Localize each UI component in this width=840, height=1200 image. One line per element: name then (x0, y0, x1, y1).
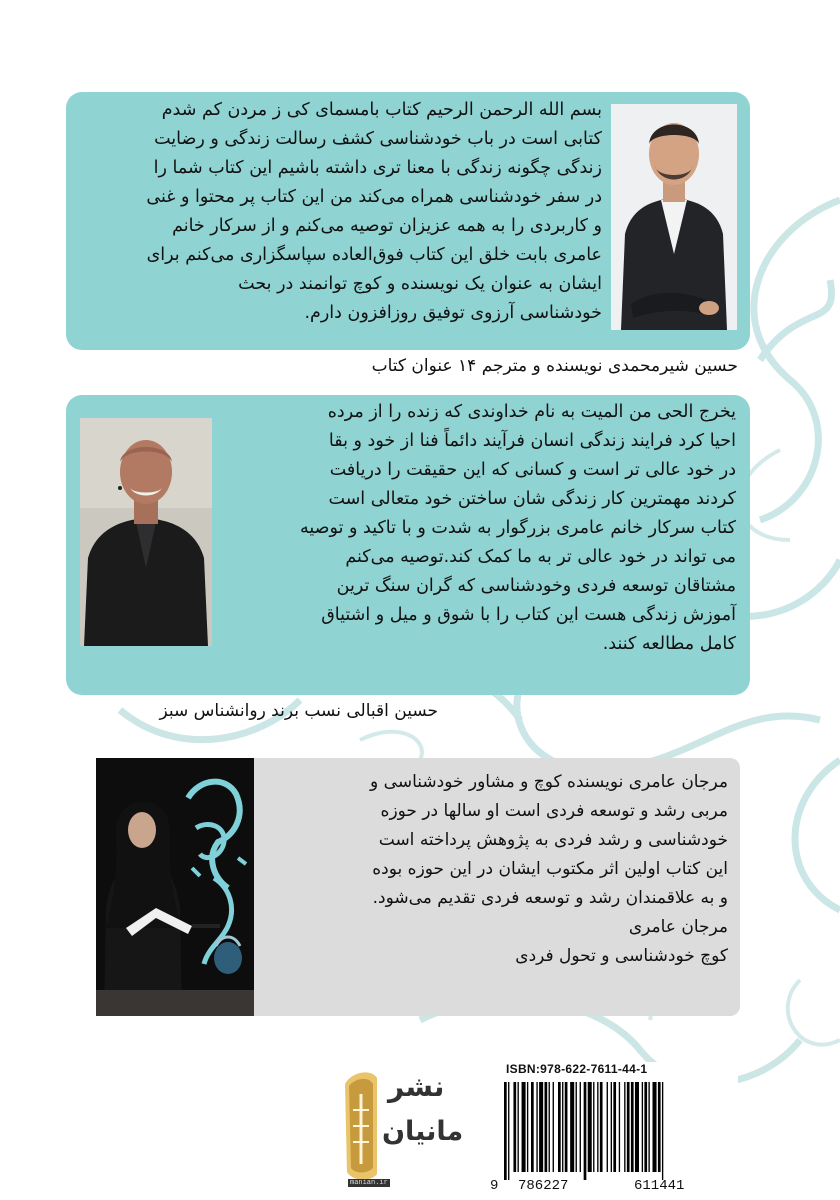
barcode-bar (653, 1082, 657, 1172)
barcode-digits-left: 786227 (518, 1178, 569, 1194)
barcode-bar (600, 1082, 603, 1172)
text-line: مشتاقان توسعه فردی وخودشناسی که گران سنگ ترین (336, 576, 736, 596)
barcode-bar (522, 1082, 526, 1172)
author-bio-text (266, 768, 728, 971)
barcode-bar (565, 1082, 568, 1172)
text-line: این کتاب اولین اثر مکتوب ایشان در این حوزه بوده (372, 859, 728, 879)
barcode-bar (593, 1082, 594, 1172)
text-line: مربی رشد و توسعه فردی است او سالها در حوزه (380, 801, 728, 821)
barcode-bar (570, 1082, 574, 1172)
barcode-bar (613, 1082, 616, 1172)
barcode-bar (648, 1082, 649, 1172)
text-line: بسم الله الرحمن الرحیم کتاب بامسمای کی ز مردن کم شدم (161, 100, 602, 120)
barcode-bar (627, 1082, 630, 1172)
publisher-name-line-2: مانیان (382, 1116, 464, 1147)
barcode-bar (658, 1082, 661, 1172)
photo-hossein-shirmohammadi (611, 104, 737, 330)
barcode-bar (531, 1082, 534, 1172)
barcode-bar (624, 1082, 625, 1172)
barcode-bar (518, 1082, 519, 1172)
barcode-bar (584, 1082, 587, 1180)
barcode-bar (504, 1082, 507, 1180)
barcode-digit-first: 9 (490, 1178, 499, 1194)
publisher-name-line-1: نشر (388, 1070, 445, 1103)
barcode-bar (631, 1082, 634, 1172)
barcode-bar (580, 1082, 581, 1172)
barcode-bar (539, 1082, 543, 1172)
text-line: آموزش زندگی هست این کتاب را با شوق و میل و اشتیاق (321, 605, 736, 625)
barcode-bar (644, 1082, 647, 1172)
text-line: احیا کرد فرایند زندگی انسان فرآیند دائماً فنا از خود و بقا (328, 431, 736, 451)
barcode-bar (597, 1082, 598, 1172)
barcode-bar (642, 1082, 643, 1172)
text-line: کردند مهمترین کار زندگی شان ساختن خود متعالی است (328, 489, 736, 509)
barcode-bar (562, 1082, 563, 1172)
photo-hossein-eghbali-nasab (80, 418, 212, 646)
text-line: خودشناسی آرزوی توفیق روزافزون دارم. (304, 303, 602, 323)
text-line: در سفر خودشناسی همراه می‌کند من این کتاب پر محتوا و غنی (146, 187, 602, 207)
barcode-bars (500, 1082, 734, 1180)
barcode-bar (536, 1082, 537, 1172)
text-line: زندگی چگونه زندگی با معنا تری داشته باشیم این کتاب شما را (153, 158, 602, 178)
barcode-bar (545, 1082, 548, 1172)
text-line: کامل مطالعه کنند. (602, 634, 736, 654)
testimonial-1-text (82, 96, 602, 328)
text-line: و کاربردی را به همه عزیزان توصیه می‌کنم و از سرکار خانم (172, 216, 602, 236)
text-line: و به علاقمندان رشد و توسعه فردی تقدیم می‌شود. (372, 888, 728, 908)
text-line: ایشان به عنوان یک نویسنده و کوچ توانمند در بحث (238, 274, 602, 294)
testimonial-1-caption: حسین شیرمحمدی نویسنده و مترجم ۱۴ عنوان کتاب (371, 356, 738, 376)
barcode-bar (588, 1082, 592, 1172)
barcode-bar (513, 1082, 516, 1172)
text-line: کتابی است در باب خودشناسی کشف رسالت زندگی و رضایت (154, 129, 602, 149)
testimonial-2-caption: حسین اقبالی نسب برند روانشناس سبز (159, 701, 438, 721)
barcode-bar (508, 1082, 509, 1180)
barcode-bar (607, 1082, 608, 1172)
testimonial-2-text (222, 398, 736, 659)
text-line: در خود عالی تر است و کسانی که این حقیقت را دریافت (329, 460, 736, 480)
isbn-label: ISBN:978-622-7611-44-1 (506, 1062, 648, 1076)
barcode-bar (619, 1082, 620, 1172)
text-line: کتاب سرکار خانم عامری بزرگوار به شدت و با تاکید و توصیه (300, 518, 736, 538)
barcode-bar (558, 1082, 561, 1172)
publisher-website: manian.ir (350, 1179, 388, 1187)
text-line: یخرج الحی من المیت به نام خداوندی که زنده را از مرده (327, 402, 736, 422)
barcode-bar (576, 1082, 577, 1172)
barcode-bar (527, 1082, 528, 1172)
text-line: مرجان عامری نویسنده کوچ و مشاور خودشناسی و (370, 772, 728, 792)
barcode-digits-right: 611441 (634, 1178, 685, 1194)
barcode-bar (549, 1082, 550, 1172)
text-line: خودشناسی و رشد فردی به پژوهش پرداخته است (378, 830, 728, 850)
photo-marjan-ameri (96, 758, 254, 1016)
author-signature-name: مرجان عامری (628, 917, 728, 937)
barcode-bar (553, 1082, 554, 1172)
text-line: عامری بابت خلق این کتاب فوق‌العاده سپاسگزاری می‌کنم برای (146, 245, 602, 265)
author-signature-title: کوچ خودشناسی و تحول فردی (515, 946, 728, 966)
isbn-barcode (490, 1062, 738, 1198)
barcode-bar (662, 1082, 663, 1180)
text-line: می تواند در خود عالی تر به ما کمک کند.توصیه می‌کنم (345, 547, 736, 567)
barcode-bar (611, 1082, 612, 1172)
barcode-bar (635, 1082, 639, 1172)
